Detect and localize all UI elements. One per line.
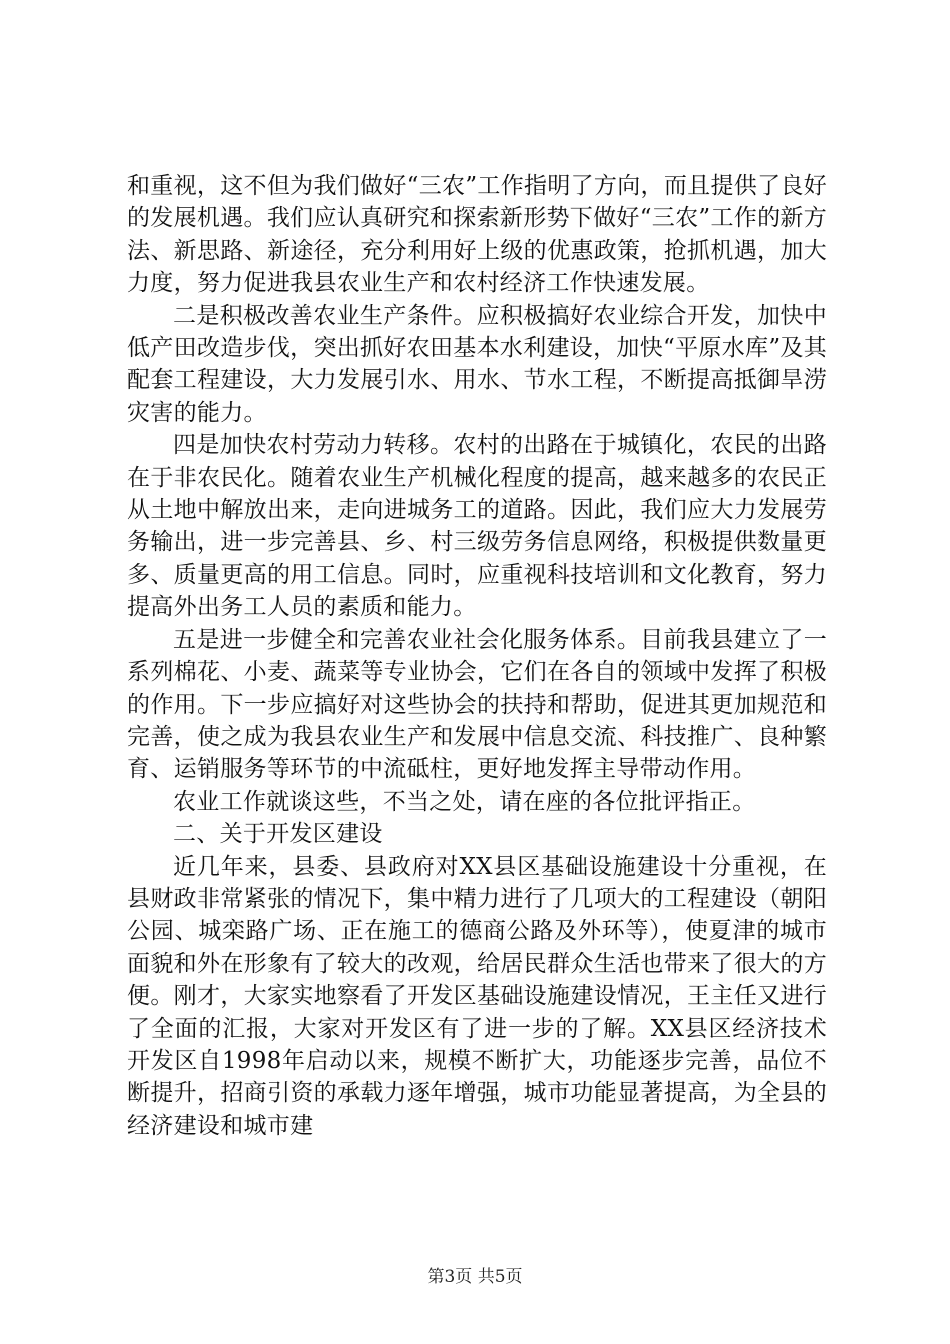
paragraph-service-system: 五是进一步健全和完善农业社会化服务体系。目前我县建立了一系列棉花、小麦、蔬菜等专业协会，它们在各自的领域中发挥了积极的作用。下一步应搞好对这些协会的扶持和帮助，促进其更加规范和完善，使之成为我县农业生产和发展中信息交流、科技推广、良种繁育、运销服务等环节的中流砥柱，更好地发挥主导带动作用。 [127,626,827,783]
paragraph-development-zone: 近几年来，县委、县政府对XX县区基础设施建设十分重视，在县财政非常紧张的情况下，集中精力进行了几项大的工程建设（朝阳公园、城栾路广场、正在施工的德商公路及外环等），使夏津的城市面貌和外在形象有了较大的改观，给居民群众生活也带来了很大的方便。刚才，大家实地察看了开发区基础设施建设情况，王主任又进行了全面的汇报，大家对开发区有了进一步的了解。XX县区经济技术开发区自1998年启动以来，规模不断扩大，功能逐步完善，品位不断提升，招商引资的承载力逐年增强，城市功能显著提高，为全县的经济建设和城市建 [127,853,827,1139]
section-heading-development-zone: 二、关于开发区建设 [173,821,383,848]
paragraph-continuation: 和重视，这不但为我们做好“三农”工作指明了方向，而且提供了良好的发展机遇。我们应认真研究和探索新形势下做好“三农”工作的新方法、新思路、新途径，充分利用好上级的优惠政策，抢抓机遇，加大力度，努力促进我县农业生产和农村经济工作快速发展。 [127,173,827,297]
paragraph-closing-remark: 农业工作就谈这些，不当之处，请在座的各位批评指正。 [173,788,756,815]
document-body [127,170,827,1142]
page-number-footer: 第3页 共5页 [427,1267,523,1287]
paragraph-improve-conditions: 二是积极改善农业生产条件。应积极搞好农业综合开发，加快中低产田改造步伐，突出抓好农田基本水利建设，加快“平原水库”及其配套工程建设，大力发展引水、用水、节水工程，不断提高抵御旱涝灾害的能力。 [127,302,827,426]
paragraph-labor-transfer: 四是加快农村劳动力转移。农村的出路在于城镇化，农民的出路在于非农民化。随着农业生产机械化程度的提高，越来越多的农民正从土地中解放出来，走向进城务工的道路。因此，我们应大力发展劳务输出，进一步完善县、乡、村三级劳务信息网络，积极提供数量更多、质量更高的用工信息。同时，应重视科技培训和文化教育，努力提高外出务工人员的素质和能力。 [127,432,827,621]
